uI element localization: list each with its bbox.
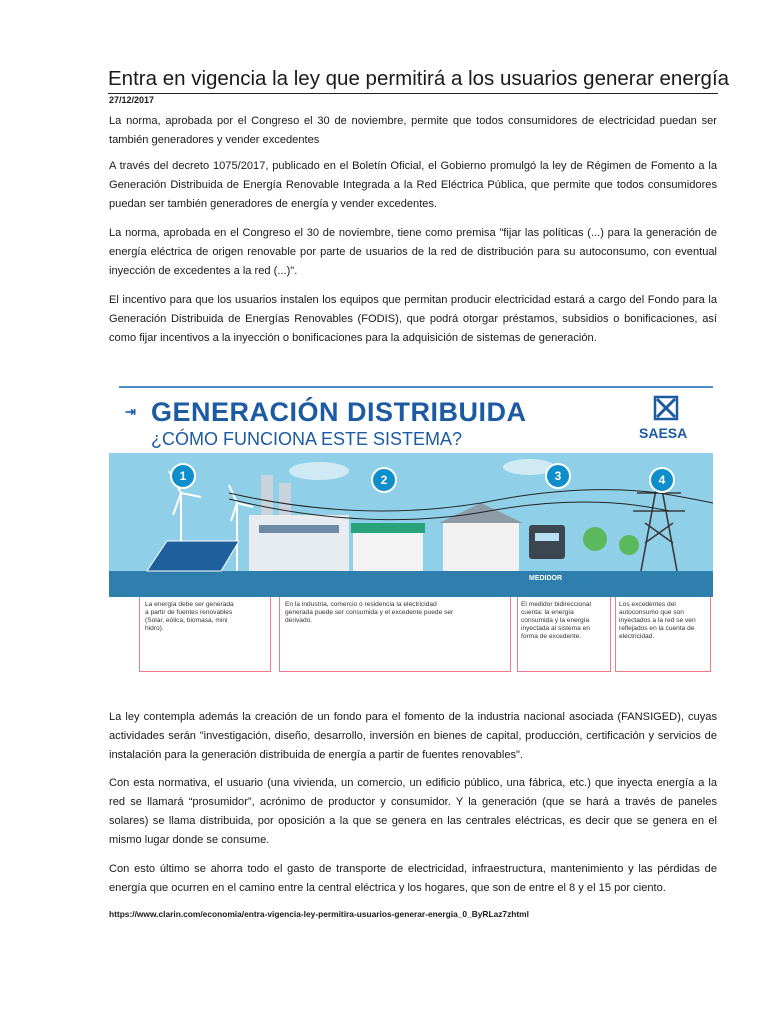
article-date: 27/12/2017	[109, 95, 155, 105]
step-number: 1	[170, 463, 196, 489]
article-title: Entra en vigencia la ley que permitirá a los usuarios generar energía	[108, 66, 718, 94]
step-text: En la industria, comercio o residencia la electricidad generada puede ser consumida y el excedente puede ser derivado.	[285, 601, 454, 624]
paragraph-5: La ley contempla además la creación de un fondo para el fomento de la industria nacional asociada (FANSIGED), cuyas actividades serán "investigación, diseño, desarrollo, inversión en bienes de capital, producción, certificación y servicios de instalación para la generación distribuida de energía a partir de fuentes renovables".	[109, 711, 717, 761]
step-text: Los excedentes del autoconsumo que son inyectados a la red se ven reflejados en la cuenta de electricidad.	[619, 601, 696, 640]
step-number: 3	[545, 463, 571, 489]
paragraph-7: Con esto último se ahorra todo el gasto de transporte de electricidad, infraestructura, mantenimiento y las pérdidas de energía que ocurren en el camino entre la central eléctrica y los hogares, que son de entre el 8 y el 15 por ciento.	[109, 863, 717, 894]
paragraph-3: La norma, aprobada en el Congreso el 30 de noviembre, tiene como premisa "fijar las políticas (...) para la generación de energía eléctrica de origen renovable por parte de usuarios de la red de distribución para su autoconsumo, con eventual inyección de excedentes a la red (...)".	[109, 227, 717, 277]
step-number: 4	[649, 467, 675, 493]
saesa-logo-icon	[653, 395, 679, 421]
step-number: 2	[371, 467, 397, 493]
infographic	[109, 377, 713, 689]
step-text: La energía debe ser generada a partir de fuentes renovables (Solar, eólica, biomasa, mini hidro).	[145, 601, 234, 632]
energy-scene-illustration	[109, 453, 713, 597]
infographic-title: GENERACIÓN DISTRIBUIDA	[151, 397, 527, 427]
paragraph-6: Con esta normativa, el usuario (una vivienda, un comercio, un edificio público, una fábrica, etc.) que inyecta energía a la red se llamará “prosumidor”, acrónimo de productor y consumidor. Y la generación (que se hará a través de paneles solares) se llama distribuida, por oposición a la que se genera en las centrales eléctricas, es decir que se genera en el mismo lugar donde se consume.	[109, 777, 717, 846]
arrow-in-icon: ⇥	[125, 404, 136, 419]
paragraph-2: A través del decreto 1075/2017, publicado en el Boletín Oficial, el Gobierno promulgó la ley de Régimen de Fomento a la Generación Distribuida de Energía Renovable Integrada a la Red Eléctrica Pública, que permite que todos consumidores puedan ser también generadores de energía y vender excedentes.	[109, 160, 717, 210]
paragraph-1: La norma, aprobada por el Congreso el 30 de noviembre, permite que todos consumidores de electricidad puedan ser también generadores y vender excedentes	[109, 115, 717, 146]
meter-label: MEDIDOR	[529, 575, 563, 582]
brand-name: SAESA	[639, 425, 688, 441]
source-link[interactable]: https://www.clarin.com/economia/entra-vigencia-ley-permitira-usuarios-generar-energia_0_ByRLaz7zhtml	[109, 909, 529, 919]
paragraph-4: El incentivo para que los usuarios instalen los equipos que permitan producir electricidad estará a cargo del Fondo para la Generación Distribuida de Energías Renovables (FODIS), que podrá otorgar préstamos, subsidios o bonificaciones, así como fijar incentivos a la inyección o bonificaciones para la adquisición de sistemas de generación.	[109, 294, 717, 344]
infographic-subtitle: ¿CÓMO FUNCIONA ESTE SISTEMA?	[151, 429, 463, 449]
step-text: El medidor bidireccional cuenta: la energía consumida y la energía inyectada al sistema en forma de excedente.	[521, 601, 592, 640]
